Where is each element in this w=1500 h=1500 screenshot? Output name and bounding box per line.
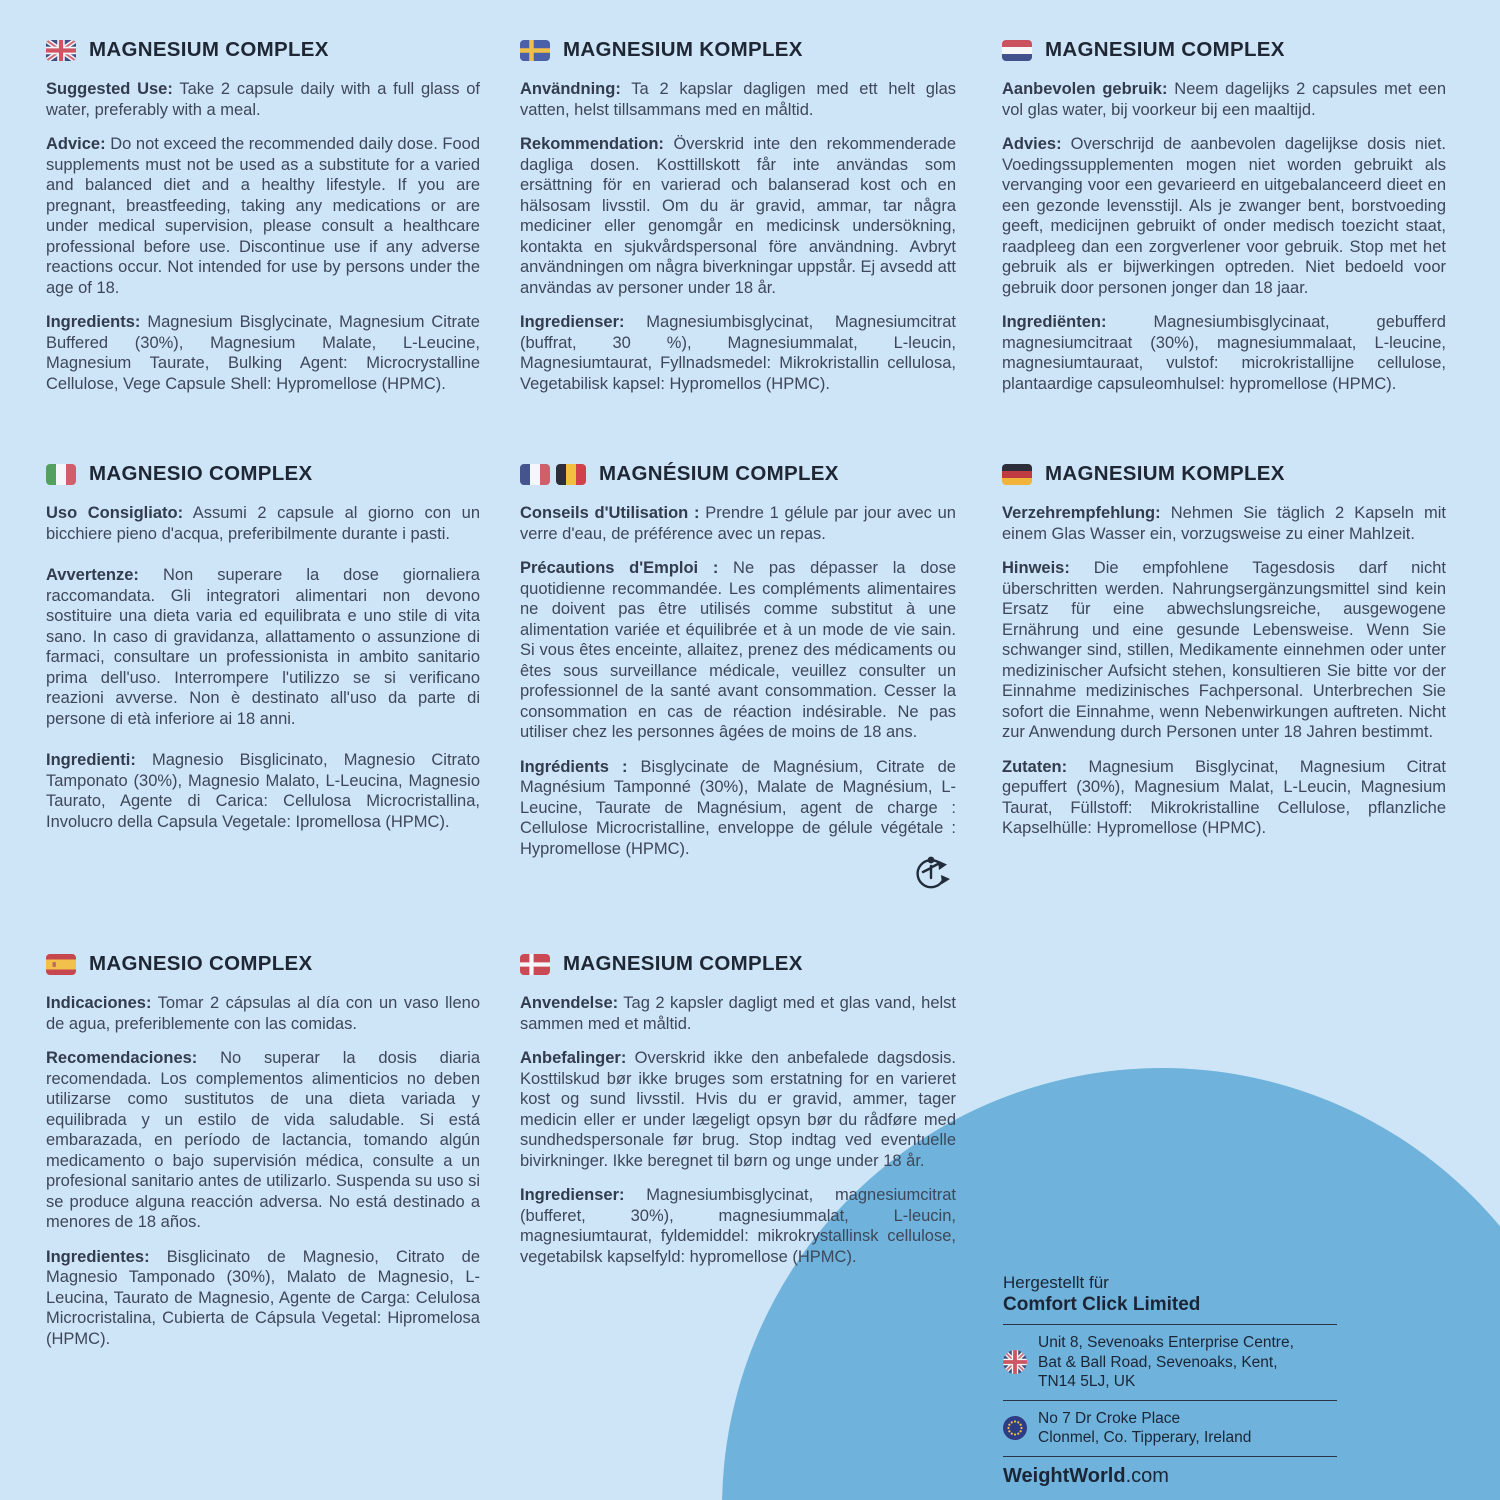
- uk-address-row: [1003, 1332, 1337, 1393]
- paragraph: [1002, 79, 1446, 120]
- section-title: MAGNESIUM COMPLEX: [1045, 38, 1285, 61]
- paragraph-text: Bisglicinato de Magnesio, Citrato de Magnesio Tamponado (30%), Malato de Magnesio, L-Leucina, Taurato de Magnesio, Agente de Carga: Celulosa Microcristalina, Cubierta de Cápsula Vegetal: Hipromelosa (HPMC).: [46, 1247, 480, 1348]
- belgium-flag-icon: [556, 464, 586, 485]
- paragraph-label: Ingredienser:: [520, 313, 625, 331]
- paragraph-label: Rekommendation:: [520, 135, 664, 153]
- company-name: Comfort Click Limited: [1003, 1294, 1201, 1315]
- paragraph-text: Magnesium Bisglycinat, Magnesium Citrat gepuffert (30%), Magnesium Malat, L-Leucin, Magnesium Taurat, Füllstoff: Mikrokristalline Cellulose, pflanzliche Kapselhülle: Hypromellose (HPMC).: [1002, 757, 1446, 837]
- section-header: [520, 38, 956, 62]
- uk-address: [1038, 1333, 1294, 1392]
- paragraph: [520, 993, 956, 1034]
- paragraph-text: Assumi 2 capsule al giorno con un bicchiere pieno d'acqua, preferibilmente durante i pasti.: [46, 504, 480, 543]
- section-title: MAGNESIUM COMPLEX: [563, 952, 803, 975]
- denmark-flag-icon: [520, 954, 550, 975]
- section-dutch: [1002, 38, 1446, 408]
- triman-recycle-icon: [914, 854, 950, 897]
- divider: [1003, 1400, 1337, 1401]
- paragraph: [46, 993, 480, 1034]
- section-spanish: [46, 952, 480, 1363]
- address-line: No 7 Dr Croke Place: [1038, 1409, 1181, 1427]
- paragraph-label: Användning:: [520, 80, 621, 98]
- paragraph: [1002, 134, 1446, 298]
- uk-flag-icon: [46, 40, 76, 61]
- paragraph-text: Ne pas dépasser la dose quotidienne recommandée. Les compléments alimentaires ne doivent pas être utilisés comme substitut à une alimentation variée et équilibrée et à un mode de vie sain. Si vous êtes enceinte, allaitez, prenez des médicaments ou êtes sous surveillance médicale, veuillez consulter un professionnel de la santé avant consommation. Cesser la consommation en cas de réaction indésirable. Ne pas utiliser chez les personnes âgées de moins de 18 ans.: [520, 559, 957, 741]
- paragraph-label: Ingrédients :: [520, 757, 628, 776]
- eu-address-row: [1003, 1408, 1337, 1449]
- paragraph-label: Hinweis:: [1002, 559, 1070, 577]
- section-header: [46, 38, 480, 62]
- eu-flag-round-icon: [1003, 1416, 1027, 1440]
- paragraph-text: Nehmen Sie täglich 2 Kapseln mit einem Glas Wasser ein, vorzugsweise zu einer Mahlzeit.: [1002, 504, 1446, 543]
- paragraph-label: Conseils d'Utilisation :: [520, 504, 700, 522]
- section-title: MAGNESIO COMPLEX: [89, 462, 313, 485]
- paragraph-label: Précautions d'Emploi :: [520, 559, 719, 577]
- paragraph: [520, 558, 956, 743]
- section-header: [520, 462, 956, 486]
- paragraph: [520, 757, 956, 860]
- section-french: [520, 462, 956, 873]
- paragraph-label: Advies:: [1002, 135, 1062, 153]
- france-flag-icon: [520, 464, 550, 485]
- italy-flag-icon: [46, 464, 76, 485]
- netherlands-flag-icon: [1002, 40, 1032, 61]
- paragraph: [46, 1048, 480, 1233]
- divider: [1003, 1456, 1337, 1457]
- paragraph-label: Indicaciones:: [46, 994, 152, 1012]
- paragraph: [46, 79, 480, 120]
- paragraph-text: Die empfohlene Tagesdosis darf nicht überschritten werden. Nahrungsergänzungsmittel sind kein Ersatz für eine abwechslungsreiche, ausgewogene Ernährung und eine gesunde Lebensweise. Wenn Sie schwanger sind, stillen, Medikamente einnehmen oder unter medizinischer Aufsicht stehen, konsultieren Sie bitte vor der Einnahme medizinisches Fachpersonal. Unterbrechen Sie sofort die Einnahme, wenn Nebenwirkungen auftreten. Nicht zur Anwendung durch Personen unter 18 Jahren bestimmt.: [1002, 559, 1446, 741]
- paragraph: [1002, 558, 1446, 743]
- address-line: TN14 5LJ, UK: [1038, 1373, 1136, 1390]
- paragraph: [46, 312, 480, 394]
- paragraph-label: Zutaten:: [1002, 757, 1068, 776]
- section-title: MAGNESIO COMPLEX: [89, 952, 313, 975]
- paragraph-label: Ingredienser:: [520, 1186, 625, 1204]
- paragraph: [46, 750, 480, 832]
- paragraph-label: Ingrediënten:: [1002, 313, 1107, 331]
- paragraph: [520, 312, 956, 394]
- paragraph-label: Ingredientes:: [46, 1247, 150, 1266]
- paragraph: [1002, 503, 1446, 544]
- paragraph: [46, 565, 480, 729]
- paragraph: [1002, 312, 1446, 394]
- eu-address: [1038, 1409, 1251, 1448]
- paragraph-text: Magnesio Bisglicinato, Magnesio Citrato Tamponato (30%), Magnesio Malato, L-Leucina, Magnesio Taurato, Agente di Carica: Cellulosa Microcristallina, Involucro della Capsula Vegetale: Ipromellosa (HPMC).: [46, 751, 480, 831]
- section-english: [46, 38, 480, 408]
- address-line: Unit 8, Sevenoaks Enterprise Centre,: [1038, 1334, 1294, 1351]
- paragraph: [46, 503, 480, 544]
- address-line: Bat & Ball Road, Sevenoaks, Kent,: [1038, 1353, 1278, 1371]
- paragraph-label: Anbefalinger:: [520, 1049, 627, 1067]
- paragraph-text: Tomar 2 cápsulas al día con un vaso lleno de agua, preferiblemente con las comidas.: [46, 994, 481, 1033]
- paragraph-label: Suggested Use:: [46, 80, 173, 98]
- section-italian: [46, 462, 480, 853]
- section-header: [46, 462, 480, 486]
- germany-flag-icon: [1002, 464, 1032, 485]
- paragraph-label: Ingredienti:: [46, 751, 136, 769]
- paragraph-label: Uso Consigliato:: [46, 504, 184, 522]
- paragraph-text: Bisglycinate de Magnésium, Citrate de Magnésium Tamponné (30%), Malate de Magnésium, L-Leucine, Taurate de Magnésium, agent de charge : Cellulose Microcristalline, enveloppe de gélule végétale : Hypromellose (HPMC).: [520, 757, 956, 858]
- paragraph-label: Anvendelse:: [520, 994, 619, 1012]
- paragraph: [520, 1185, 956, 1267]
- paragraph-text: Tag 2 kapsler dagligt med et glas vand, helst sammen med et måltid.: [520, 994, 956, 1033]
- paragraph-text: Prendre 1 gélule par jour avec un verre d'eau, de préférence avec un repas.: [520, 504, 956, 543]
- paragraph-text: Överskrid inte den rekommenderade dagliga dosen. Kosttillskott får inte användas som ersättning för en varierad och balanserad kost och en hälsosam livsstil. Om du är gravid, ammar, tar några mediciner eller genomgår en medicinsk undersökning, kontakta en sjukvårdspersonal före användning. Avbryt användningen om några biverkningar uppstår. Ej avsedd att användas av personer under 18 år.: [520, 135, 957, 297]
- section-german: [1002, 462, 1446, 853]
- section-header: [520, 952, 956, 976]
- paragraph-text: Magnesiumbisglycinat, magnesiumcitrat (bufferet, 30%), magnesiummalat, L-leucin, magnesiumtaurat, fyldemiddel: mikrokrystallinsk cellulose, vegetabilsk kapselfyld: hypromellose (HPMC).: [520, 1186, 956, 1266]
- paragraph-text: Do not exceed the recommended daily dose. Food supplements must not be used as a substitute for a varied and balanced diet and a healthy lifestyle. If you are pregnant, breastfeeding, taking any medications or are under medical supervision, please consult a healthcare professional before use. Discontinue use if any adverse reactions occur. Not intended for use by persons under the age of 18.: [46, 135, 480, 297]
- uk-flag-round-icon: [1003, 1350, 1027, 1374]
- section-title: MAGNESIUM KOMPLEX: [563, 38, 803, 61]
- paragraph-text: Magnesiumbisglycinaat, gebufferd magnesiumcitraat (30%), magnesiummalaat, L-leucine, magnesiumtauraat, vulstof: microkristallijne cellulose, plantaardige capsuleomhulsel: hypromellose (HPMC).: [1002, 313, 1446, 393]
- paragraph: [520, 1048, 956, 1171]
- paragraph-label: Avvertenze:: [46, 566, 139, 584]
- paragraph: [1002, 757, 1446, 839]
- paragraph: [46, 1247, 480, 1350]
- section-title: MAGNÉSIUM COMPLEX: [599, 462, 839, 485]
- paragraph-text: No superar la dosis diaria recomendada. Los complementos alimenticios no deben utilizarse como sustitutos de una dieta variada y equilibrada y un estilo de vida saludable. Si está embarazada, en período de lactancia, tomando algún medicamento o bajo supervisión médica, consulte a un profesional sanitario antes de utilizarlo. Suspenda su uso si se produce alguna reacción adversa. No está destinado a menores de 18 años.: [46, 1049, 480, 1231]
- paragraph-label: Recomendaciones:: [46, 1049, 198, 1067]
- paragraph: [520, 134, 956, 298]
- paragraph-label: Advice:: [46, 135, 106, 153]
- paragraph-text: Overskrid ikke den anbefalede dagsdosis. Kosttilskud bør ikke bruges som erstatning for en varieret kost og sund livsstil. Hvis du er gravid, ammer, tager medicin eller er under lægeligt opsyn bør du rådføre med sundhedspersonale før brug. Stop indtag ved eventuelle bivirkninger. Ikke beregnet til børn og unge under 18 år.: [520, 1049, 956, 1170]
- section-header: [1002, 38, 1446, 62]
- paragraph-label: Aanbevolen gebruik:: [1002, 80, 1168, 98]
- section-header: [46, 952, 480, 976]
- paragraph-label: Verzehrempfehlung:: [1002, 504, 1161, 522]
- paragraph: [46, 134, 480, 298]
- spain-flag-icon: [46, 954, 76, 975]
- section-danish: [520, 952, 956, 1281]
- paragraph-label: Ingredients:: [46, 313, 141, 331]
- sweden-flag-icon: [520, 40, 550, 61]
- section-swedish: [520, 38, 956, 408]
- section-header: [1002, 462, 1446, 486]
- paragraph-text: Magnesiumbisglycinat, Magnesiumcitrat (buffrat, 30 %), Magnesiummalat, L-leucin, Magnesiumtaurat, Fyllnadsmedel: Mikrokristallin cellulosa, Vegetabilisk kapsel: Hypromellos (HPMC).: [520, 313, 956, 393]
- website-url: [1003, 1464, 1337, 1488]
- paragraph-text: Magnesium Bisglycinate, Magnesium Citrate Buffered (30%), Magnesium Malate, L-Leucine, Magnesium Taurate, Bulking Agent: Microcrystalline Cellulose, Vege Capsule Shell: Hypromellose (HPMC).: [46, 313, 480, 393]
- paragraph-text: Neem dagelijks 2 capsules met een vol glas water, bij voorkeur bij een maaltijd.: [1002, 80, 1446, 119]
- paragraph-text: Ta 2 kapslar dagligen med ett helt glas vatten, helst tillsammans med en måltid.: [520, 80, 956, 119]
- paragraph-text: Take 2 capsule daily with a full glass of water, preferably with a meal.: [46, 80, 480, 119]
- section-title: MAGNESIUM COMPLEX: [89, 38, 329, 61]
- address-line: Clonmel, Co. Tipperary, Ireland: [1038, 1429, 1252, 1446]
- paragraph: [520, 503, 956, 544]
- section-title: MAGNESIUM KOMPLEX: [1045, 462, 1285, 485]
- website-brand: WeightWorld: [1003, 1464, 1126, 1487]
- divider: [1003, 1324, 1337, 1325]
- paragraph: [520, 79, 956, 120]
- website-tld: .com: [1125, 1464, 1169, 1487]
- paragraph-text: Non superare la dose giornaliera raccomandata. Gli integratori alimentari non devono sostituire una dieta varia ed equilibrata e uno stile di vita sano. In caso di gravidanza, allattamento o assunzione di farmaci, consultare un professionista in ambito sanitario prima dell'uso. Interrompere l'utilizzo se si verificano reazioni avverse. Non è destinato all'uso da parte di persone di età inferiore ai 18 anni.: [46, 566, 480, 728]
- made-for-label: Hergestellt für: [1003, 1273, 1109, 1292]
- manufacturer-block: [1003, 1272, 1337, 1488]
- paragraph-text: Overschrijd de aanbevolen dagelijkse dosis niet. Voedingssupplementen mogen niet worden gebruikt als vervanging voor een gevarieerd en uitgebalanceerd dieet en een gezonde levensstijl. Als je zwanger bent, borstvoeding geeft, medicijnen gebruikt of onder medisch toezicht staat, raadpleeg dan een zorgverlener voor gebruik. Stop met het gebruik als er bijwerkingen optreden. Niet bedoeld voor gebruik door personen jonger dan 18 jaar.: [1002, 135, 1446, 297]
